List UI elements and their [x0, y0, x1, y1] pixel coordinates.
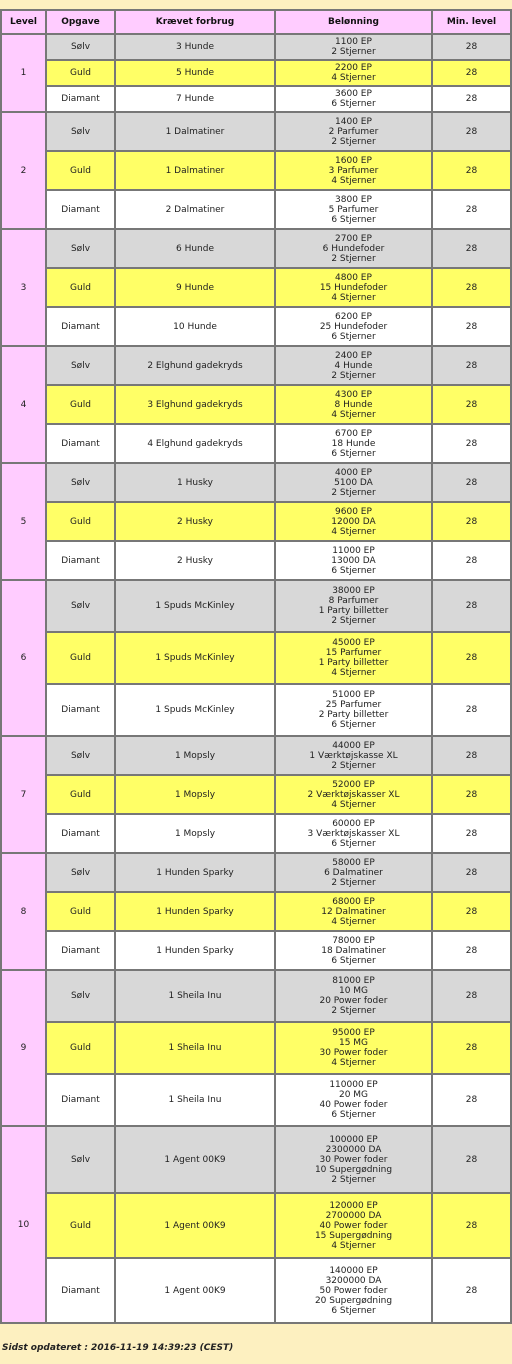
task-min-level: 28 [432, 502, 511, 541]
task-min-level: 28 [432, 112, 511, 151]
reward-line: 25 Parfumer [325, 700, 382, 710]
task-requirement: 2 Husky [115, 502, 275, 541]
task-tier: Diamant [46, 424, 115, 463]
reward-line: 40 Power foder [319, 1220, 388, 1231]
task-requirement: 7 Hunde [115, 86, 275, 112]
task-min-level: 28 [432, 190, 511, 229]
task-min-level: 28 [432, 34, 511, 60]
task-min-level: 28 [432, 632, 511, 684]
task-reward [275, 268, 432, 307]
task-tier: Guld [46, 1193, 115, 1258]
level-cell: 7 [1, 736, 46, 853]
table-row [1, 684, 511, 736]
reward-line: 30 Power foder [319, 1048, 388, 1058]
task-reward [275, 931, 432, 970]
task-requirement: 1 Agent 00K9 [115, 1258, 275, 1323]
task-requirement: 1 Sheila Inu [115, 970, 275, 1022]
reward-line: 3600 EP [335, 89, 372, 99]
task-min-level: 28 [432, 268, 511, 307]
task-min-level: 28 [432, 385, 511, 424]
task-reward [275, 1258, 432, 1323]
header-opgave: Opgave [46, 10, 115, 34]
table-row [1, 86, 511, 112]
reward-line: 78000 EP [332, 935, 375, 946]
task-reward [275, 34, 432, 60]
table-row [1, 736, 511, 775]
task-reward [275, 580, 432, 632]
reward-line: 1600 EP [335, 155, 372, 166]
reward-line: 120000 EP [329, 1200, 378, 1211]
reward-line: 6 Stjerner [331, 214, 376, 225]
reward-line: 4 Stjerner [331, 73, 376, 83]
task-requirement: 10 Hunde [115, 307, 275, 346]
table-row [1, 190, 511, 229]
task-min-level: 28 [432, 580, 511, 632]
task-min-level: 28 [432, 1022, 511, 1074]
reward-line: 15 Supergødning [314, 1230, 393, 1241]
table-row [1, 346, 511, 385]
reward-line: 20 MG [338, 1090, 369, 1100]
task-reward [275, 502, 432, 541]
reward-line: 20 Supergødning [314, 1295, 393, 1306]
reward-line: 20 Power foder [319, 996, 388, 1006]
task-requirement: 1 Sheila Inu [115, 1022, 275, 1074]
reward-line: 6200 EP [335, 311, 372, 322]
task-reward [275, 463, 432, 502]
task-tier: Diamant [46, 307, 115, 346]
reward-line: 3800 EP [335, 194, 372, 205]
reward-line: 2300000 DA [325, 1144, 382, 1155]
task-min-level: 28 [432, 853, 511, 892]
reward-line: 6 Stjerner [331, 565, 376, 576]
reward-line: 2 Stjerner [331, 370, 376, 381]
reward-line: 12 Dalmatiner [321, 906, 386, 917]
task-reward [275, 736, 432, 775]
task-requirement: 1 Spuds McKinley [115, 684, 275, 736]
table-row [1, 463, 511, 502]
reward-line: 140000 EP [329, 1265, 378, 1276]
task-requirement: 5 Hunde [115, 60, 275, 86]
task-tier: Sølv [46, 1126, 115, 1193]
task-min-level: 28 [432, 931, 511, 970]
task-min-level: 28 [432, 892, 511, 931]
reward-line: 44000 EP [332, 740, 375, 751]
header-min-level: Min. level [432, 10, 511, 34]
reward-line: 6700 EP [335, 428, 372, 439]
task-requirement: 1 Husky [115, 463, 275, 502]
table-row [1, 775, 511, 814]
reward-line: 2 Stjerner [331, 760, 376, 771]
task-tier: Sølv [46, 229, 115, 268]
task-reward [275, 112, 432, 151]
task-tier: Sølv [46, 34, 115, 60]
reward-line: 10 MG [338, 986, 369, 996]
task-tier: Sølv [46, 970, 115, 1022]
table-row [1, 853, 511, 892]
task-requirement: 1 Hunden Sparky [115, 853, 275, 892]
task-min-level: 28 [432, 1126, 511, 1193]
reward-line: 2400 EP [335, 350, 372, 361]
reward-line: 6 Stjerner [331, 331, 376, 342]
task-requirement: 1 Agent 00K9 [115, 1126, 275, 1193]
reward-line: 2 Værktøjskasser XL [307, 789, 400, 800]
table-row [1, 814, 511, 853]
level-cell: 9 [1, 970, 46, 1126]
table-row [1, 1022, 511, 1074]
reward-line: 51000 EP [332, 690, 375, 700]
reward-line: 5 Parfumer [328, 204, 379, 215]
reward-line: 1 Party billetter [318, 658, 389, 668]
task-tier: Guld [46, 632, 115, 684]
reward-line: 2 Stjerner [331, 1174, 376, 1185]
reward-line: 18 Hunde [331, 438, 376, 449]
task-min-level: 28 [432, 86, 511, 112]
table-row [1, 1074, 511, 1126]
task-tier: Sølv [46, 346, 115, 385]
task-tier: Sølv [46, 112, 115, 151]
task-requirement: 4 Elghund gadekryds [115, 424, 275, 463]
header-level: Level [1, 10, 46, 34]
task-tier: Sølv [46, 736, 115, 775]
level-cell: 3 [1, 229, 46, 346]
reward-line: 110000 EP [329, 1080, 378, 1090]
task-tier: Guld [46, 1022, 115, 1074]
reward-line: 13000 DA [331, 555, 376, 566]
reward-line: 6 Stjerner [331, 448, 376, 459]
reward-line: 30 Power foder [319, 1154, 388, 1165]
reward-line: 50 Power foder [319, 1285, 388, 1296]
task-tier: Sølv [46, 580, 115, 632]
task-reward [275, 190, 432, 229]
task-reward [275, 684, 432, 736]
table-row [1, 112, 511, 151]
task-tier: Diamant [46, 86, 115, 112]
task-requirement: 1 Dalmatiner [115, 151, 275, 190]
task-tier: Guld [46, 892, 115, 931]
reward-line: 6 Stjerner [331, 1110, 376, 1120]
task-reward [275, 307, 432, 346]
task-requirement: 1 Mopsly [115, 736, 275, 775]
task-min-level: 28 [432, 736, 511, 775]
task-tier: Guld [46, 268, 115, 307]
task-tier: Guld [46, 775, 115, 814]
task-reward [275, 1074, 432, 1126]
reward-line: 2 Party billetter [318, 710, 389, 720]
reward-line: 4 Stjerner [331, 409, 376, 420]
reward-line: 25 Hundefoder [319, 321, 388, 332]
task-requirement: 1 Spuds McKinley [115, 632, 275, 684]
reward-line: 11000 EP [332, 545, 375, 556]
table-row [1, 60, 511, 86]
task-min-level: 28 [432, 1074, 511, 1126]
level-cell: 1 [1, 34, 46, 112]
task-tier: Guld [46, 151, 115, 190]
task-requirement: 1 Mopsly [115, 814, 275, 853]
task-reward [275, 541, 432, 580]
task-requirement: 1 Hunden Sparky [115, 931, 275, 970]
reward-line: 6 Stjerner [331, 838, 376, 849]
task-tier: Guld [46, 385, 115, 424]
task-reward [275, 229, 432, 268]
level-cell: 2 [1, 112, 46, 229]
reward-line: 81000 EP [332, 976, 375, 986]
task-tier: Diamant [46, 684, 115, 736]
reward-line: 2700000 DA [325, 1210, 382, 1221]
task-requirement: 1 Mopsly [115, 775, 275, 814]
reward-line: 10 Supergødning [314, 1164, 393, 1175]
task-tier: Diamant [46, 1258, 115, 1323]
table-row [1, 1258, 511, 1323]
task-requirement: 1 Sheila Inu [115, 1074, 275, 1126]
task-reward [275, 151, 432, 190]
level-cell: 8 [1, 853, 46, 970]
reward-line: 52000 EP [332, 779, 375, 790]
level-cell: 6 [1, 580, 46, 736]
table-row [1, 268, 511, 307]
reward-line: 8 Hunde [334, 399, 373, 410]
reward-line: 9600 EP [335, 506, 372, 517]
reward-line: 4000 EP [335, 467, 372, 478]
reward-line: 60000 EP [332, 818, 375, 829]
task-min-level: 28 [432, 1193, 511, 1258]
table-row [1, 1126, 511, 1193]
task-reward [275, 853, 432, 892]
reward-line: 6 Stjerner [331, 99, 376, 109]
level-cell: 10 [1, 1126, 46, 1323]
task-tier: Sølv [46, 463, 115, 502]
table-row [1, 1193, 511, 1258]
rewards-table [0, 9, 512, 1324]
reward-line: 4 Hunde [334, 360, 373, 371]
task-min-level: 28 [432, 463, 511, 502]
task-reward [275, 385, 432, 424]
reward-line: 15 Hundefoder [319, 282, 388, 293]
task-tier: Sølv [46, 853, 115, 892]
table-row [1, 892, 511, 931]
task-tier: Diamant [46, 190, 115, 229]
task-requirement: 3 Elghund gadekryds [115, 385, 275, 424]
task-tier: Guld [46, 502, 115, 541]
task-reward [275, 1022, 432, 1074]
table-row [1, 502, 511, 541]
table-row [1, 151, 511, 190]
task-reward [275, 60, 432, 86]
reward-line: 95000 EP [332, 1028, 375, 1038]
level-cell: 4 [1, 346, 46, 463]
reward-line: 1 Party billetter [318, 606, 389, 616]
reward-line: 15 MG [338, 1038, 369, 1048]
table-row [1, 385, 511, 424]
reward-line: 6 Stjerner [331, 955, 376, 966]
reward-line: 2 Parfumer [328, 126, 379, 137]
reward-line: 4 Stjerner [331, 175, 376, 186]
task-reward [275, 632, 432, 684]
reward-line: 2 Stjerner [331, 136, 376, 147]
table-row [1, 632, 511, 684]
reward-line: 4 Stjerner [331, 1058, 376, 1068]
task-min-level: 28 [432, 814, 511, 853]
reward-line: 6 Stjerner [331, 720, 376, 730]
header-forbrug: Krævet forbrug [115, 10, 275, 34]
task-min-level: 28 [432, 1258, 511, 1323]
task-tier: Diamant [46, 541, 115, 580]
table-row [1, 541, 511, 580]
task-reward [275, 970, 432, 1022]
reward-line: 1400 EP [335, 116, 372, 127]
table-row [1, 34, 511, 60]
task-reward [275, 892, 432, 931]
task-min-level: 28 [432, 970, 511, 1022]
reward-line: 5100 DA [334, 477, 373, 488]
task-requirement: 1 Agent 00K9 [115, 1193, 275, 1258]
reward-line: 3 Værktøjskasser XL [307, 828, 400, 839]
reward-line: 6 Hundefoder [322, 243, 385, 254]
reward-line: 2 Stjerner [331, 487, 376, 498]
table-row [1, 424, 511, 463]
task-reward [275, 1193, 432, 1258]
task-requirement: 1 Spuds McKinley [115, 580, 275, 632]
reward-line: 2 Stjerner [331, 877, 376, 888]
reward-line: 2 Stjerner [331, 1006, 376, 1016]
task-requirement: 2 Elghund gadekryds [115, 346, 275, 385]
reward-line: 38000 EP [332, 586, 375, 596]
task-reward [275, 814, 432, 853]
task-requirement: 3 Hunde [115, 34, 275, 60]
reward-line: 58000 EP [332, 857, 375, 868]
reward-line: 4300 EP [335, 389, 372, 400]
reward-line: 6 Stjerner [331, 1305, 376, 1316]
reward-line: 15 Parfumer [325, 648, 382, 658]
table-row [1, 970, 511, 1022]
reward-line: 2200 EP [335, 63, 372, 73]
task-min-level: 28 [432, 307, 511, 346]
task-reward [275, 775, 432, 814]
task-min-level: 28 [432, 424, 511, 463]
table-row [1, 580, 511, 632]
task-requirement: 9 Hunde [115, 268, 275, 307]
reward-line: 4 Stjerner [331, 1240, 376, 1251]
reward-line: 2 Stjerner [331, 253, 376, 264]
reward-line: 45000 EP [332, 638, 375, 648]
reward-line: 40 Power foder [319, 1100, 388, 1110]
task-min-level: 28 [432, 541, 511, 580]
reward-line: 100000 EP [329, 1134, 378, 1145]
task-reward [275, 424, 432, 463]
reward-line: 68000 EP [332, 896, 375, 907]
table-row [1, 307, 511, 346]
task-min-level: 28 [432, 775, 511, 814]
reward-line: 4 Stjerner [331, 668, 376, 678]
task-min-level: 28 [432, 346, 511, 385]
level-cell: 5 [1, 463, 46, 580]
task-tier: Diamant [46, 931, 115, 970]
task-reward [275, 1126, 432, 1193]
reward-line: 3 Parfumer [328, 165, 379, 176]
reward-line: 1100 EP [335, 37, 372, 47]
task-min-level: 28 [432, 151, 511, 190]
task-reward [275, 86, 432, 112]
reward-line: 12000 DA [331, 516, 376, 527]
task-requirement: 2 Husky [115, 541, 275, 580]
reward-line: 18 Dalmatiner [321, 945, 386, 956]
header-belonning: Belønning [275, 10, 432, 34]
reward-line: 1 Værktøjskasse XL [309, 750, 398, 761]
header-row [1, 10, 511, 34]
task-requirement: 1 Hunden Sparky [115, 892, 275, 931]
task-min-level: 28 [432, 60, 511, 86]
task-reward [275, 346, 432, 385]
reward-line: 4 Stjerner [331, 292, 376, 303]
task-tier: Diamant [46, 1074, 115, 1126]
table-row [1, 229, 511, 268]
reward-line: 6 Dalmatiner [324, 867, 383, 878]
last-updated: Sidst opdateret : 2016-11-19 14:39:23 (CEST) [2, 1343, 234, 1353]
reward-line: 4 Stjerner [331, 916, 376, 927]
reward-line: 4 Stjerner [331, 526, 376, 537]
task-min-level: 28 [432, 229, 511, 268]
reward-line: 4 Stjerner [331, 799, 376, 810]
task-requirement: 2 Dalmatiner [115, 190, 275, 229]
table-row [1, 931, 511, 970]
task-tier: Diamant [46, 814, 115, 853]
reward-line: 2700 EP [335, 233, 372, 244]
task-min-level: 28 [432, 684, 511, 736]
task-tier: Guld [46, 60, 115, 86]
reward-line: 2 Stjerner [331, 616, 376, 626]
reward-line: 4800 EP [335, 272, 372, 283]
reward-line: 2 Stjerner [331, 47, 376, 57]
task-requirement: 1 Dalmatiner [115, 112, 275, 151]
reward-line: 3200000 DA [325, 1275, 382, 1286]
reward-line: 8 Parfumer [328, 596, 379, 606]
task-requirement: 6 Hunde [115, 229, 275, 268]
